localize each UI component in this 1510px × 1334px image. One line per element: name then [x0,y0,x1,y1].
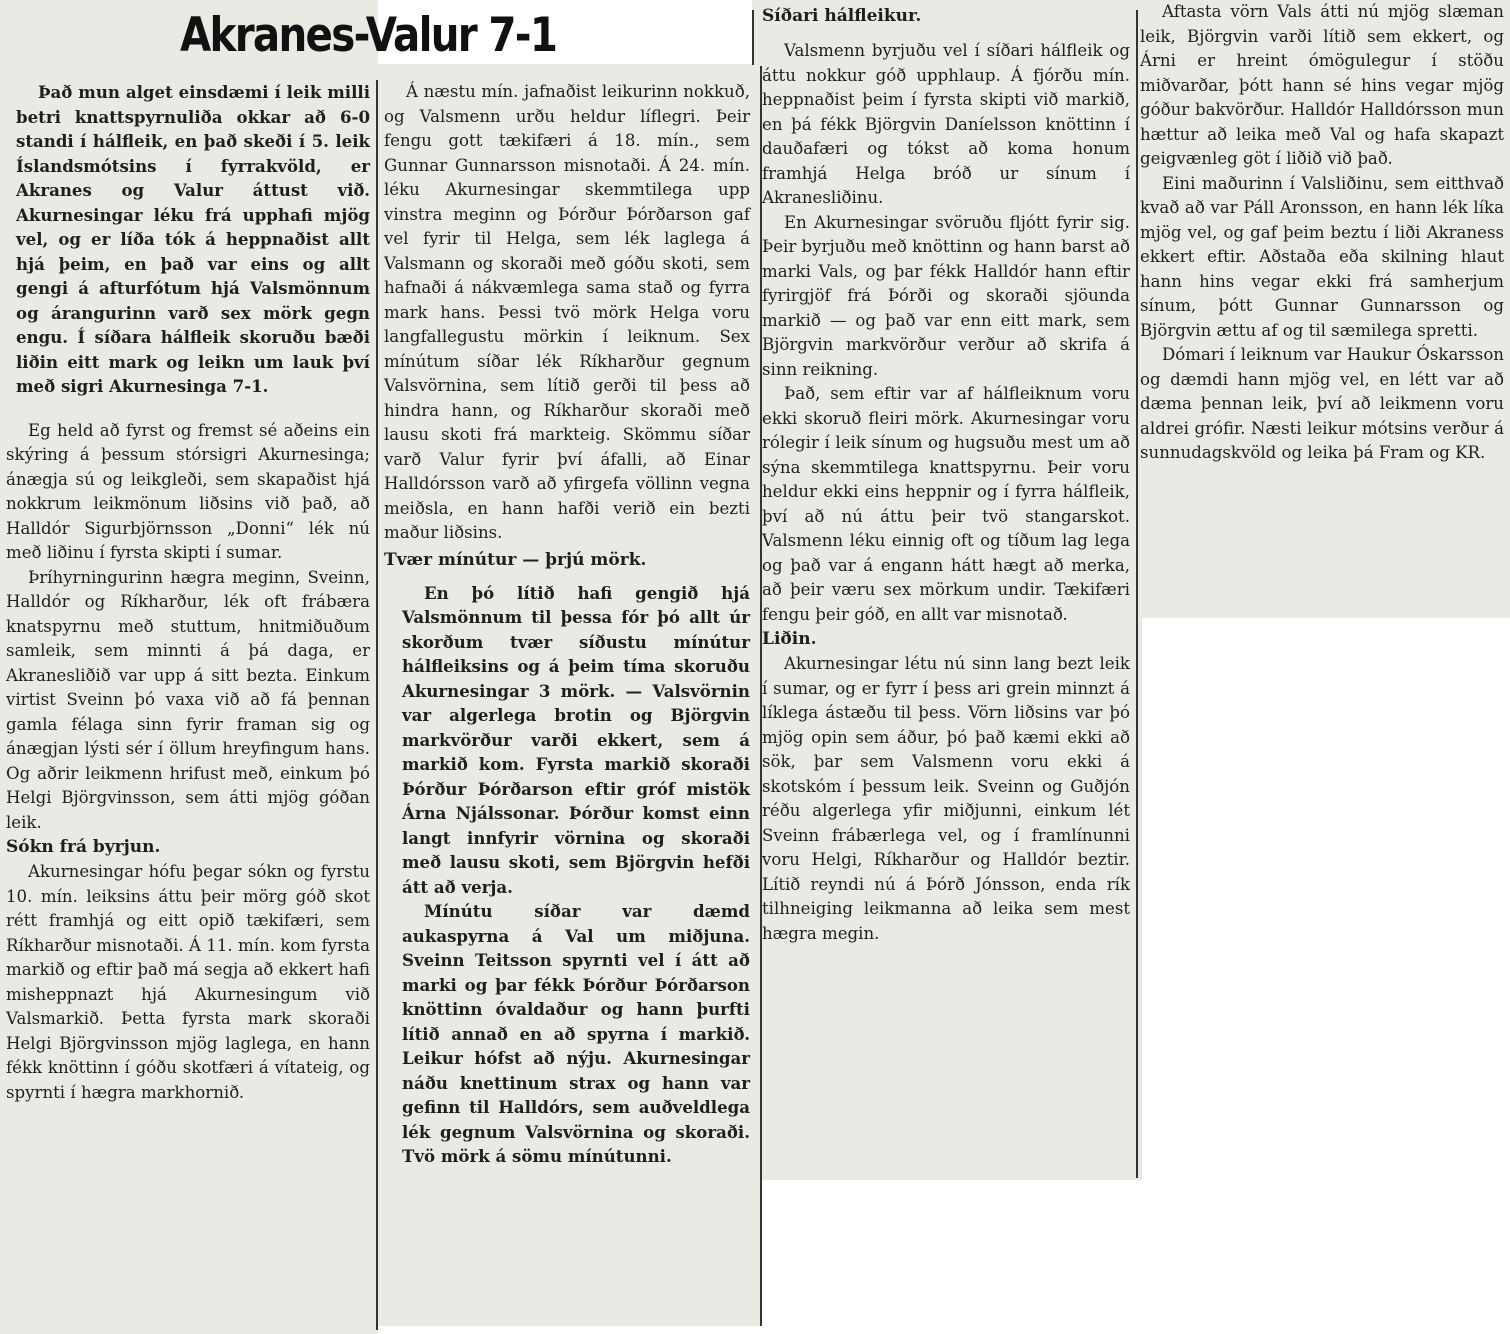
paragraph: Dómari í leiknum var Haukur Óskarsson og dæmdi hann mjög vel, en létt var að dæma þennan leik, því að leikmenn voru aldrei grófir. Næsti leikur mótsins verður á sunnudagskvöld og leika þá Fram og KR. [1140,345,1504,462]
paragraph: Mínútu síðar var dæmd aukaspyrna á Val um miðjuna. Sveinn Teitsson spyrnti vel í átt að marki og þar fékk Þórður Þórðarson knöttinn óvaldaður og hann þurfti lítið annað en að spyrna í markið. Leikur hófst að nýju. Akurnesingar náðu knettinum strax og hann var gefinn til Halldórs, sem auðveldlega lék gegnum Valsvörnina og skoraði. Tvö mörk á sömu mínútunni. [402,901,750,1166]
paragraph: En þó lítið hafi gengið hjá Valsmönnum til þessa fór þó allt úr skorðum tvær síðustu mínútur hálfleiksins og á þeim tíma skoruðu Akurnesingar 3 mörk. — Valsvörnin var algerlega brotin og Björgvin markvörður varði ekkert, sem á markið kom. Fyrsta markið skoraði Þórður Þórðarson eftir gróf mistök Árna Njálssonar. Þórður komst einn langt innfyrir vörnina og skoraði með lausu skoti, sem Björgvin hefði átt að verja. [402,582,750,897]
section-heading: Síðari hálfleikur. [762,6,922,26]
paragraph: En Akurnesingar svöruðu fljótt fyrir sig. Þeir byrjuðu með knöttinn og hann barst að marki Vals, og þar fékk Halldór hann eftir fyrirgjöf frá Þórði og skoraði sjöunda markið — og það var enn eitt mark, sem Björgvin markvörður verður að skrifa á sinn reikning. [762,212,1131,379]
paragraph: Aftasta vörn Vals átti nú mjög slæman leik, Björgvin varði lítið sem ekkert, og Árni er hreint ómögulegur í stöðu miðvarðar, þótt hann sé hins vegar mjög góður bakvörður. Halldór Halldórsson mun hættur að leika með Val og hafa skapazt geigvænleg göt í liðið við það. [1140,2,1504,168]
article-column-1 [6,80,370,1105]
article-column-2 [384,80,750,1169]
paragraph: Valsmenn byrjuðu vel í síðari hálfleik og áttu nokkur góð upphlaup. Á fjórðu mín. heppnaðist þeim í fyrsta skipti við markið, en þá fékk Björgvin Daníelsson knöttinn í dauðafæri og tókst að koma honum framhjá Helga bróð ur sínum í Akranesliðinu. [762,41,1130,207]
column-divider [1136,10,1138,1178]
article-headline: Akranes-Valur 7-1 [180,8,557,63]
column-divider [376,80,378,1330]
article-column-3 [762,4,1130,946]
section-heading: Tvær mínútur — þrjú mörk. [384,549,647,570]
column-divider [752,10,754,65]
paragraph: Á næstu mín. jafnaðist leikurinn nokkuð, og Valsmenn urðu heldur líflegri. Þeir fengu gott tækifæri á 18. mín., sem Gunnar Gunnarsson misnotaði. Á 24. mín. léku Akurnesingar skemmtilega upp vinstra meginn og Þórður Þórðarson gaf vel fyrir til Helga, sem lék laglega á Valsmann og skoraði með góðu skoti, sem hafnaði á nákvæmlega sama stað og fyrra mark hans. Þessi tvö mörk Helga voru langfallegustu mörkin í leiknum. Sex mínútum síðar lék Ríkharður gegnum Valsvörnina, sem lítið gerði til þess að hindra hann, og Ríkharður skoraði með lausu skoti frá markteig. Skömmu síðar varð Valur fyrir því áfalli, að Einar Halldórsson varð að yfirgefa völlinn vegna meiðsla, en hann hafði verið ein bezti maður liðsins. [384,82,750,542]
paragraph: Eg held að fyrst og fremst sé aðeins ein skýring á þessum stórsigri Akurnesinga; ánægja sú og leikgleði, sem skapaðist hjá nokkrum leikmönum liðsins við það, að Halldór Sigurbjörnsson „Donni“ lék nú með liðinu í fyrsta skipti í sumar. [6,420,370,562]
paragraph: Þríhyrningurinn hægra meginn, Sveinn, Halldór og Ríkharður, lék oft frábæra knatspyrnu með stuttum, hnitmiðuðum samleik, sem minnti á þá daga, er Akranesliðið var upp á sitt bezta. Einkum virtist Sveinn þó vaxa við að fá þennan gamla félaga sinn fyrir framan sig og ánægjan lýsti sér í öllum hreyfingum hans. Og aðrir leikmenn hrifust með, einkum þó Helgi Björgvinsson, sem átti mjög góðan leik. [6,567,370,832]
article-column-4 [1140,0,1504,466]
lead-paragraph: Það mun alget einsdæmi í leik milli betri knattspyrnuliða okkar að 6-0 standi í hálfleik, en það skeði í 5. leik Íslandsmótsins í fyrrakvöld, er Akranes og Valur áttust við. Akurnesingar léku frá upphafi mjög vel, og er líða tók á heppnaðist allt hjá þeim, en það var eins og allt gengi á afturfótum hjá Valsmönnum og árangurinn varð sex mörk gegn engu. Í síðara hálfleik skoruðu bæði liðin eitt mark og leikn um lauk því með sigri Akurnesinga 7-1. [16,82,370,396]
paragraph: Akurnesingar létu nú sinn lang bezt leik í sumar, og er fyrr í þess ari grein minnzt á líklega ástæðu til þess. Vörn liðsins var þó mjög opin sem áður, þó það kæmi ekki að sök, þar sem Valsmenn voru ekki á skotskóm í þessum leik. Sveinn og Guðjón réðu algerlega yfir miðjunni, einkum lét Sveinn frábærlega vel, og í framlínunni voru Helgi, Ríkharður og Halldór beztir. Lítið reyndi nú á Þórð Jónsson, enda rík tilhneiging leikmanna að leika sem mest hægra megin. [762,654,1130,943]
section-heading: Sókn frá byrjun. [6,837,161,857]
section-heading: Liðin. [762,629,817,649]
paragraph: Eini maðurinn í Valsliðinu, sem eitthvað kvað að var Páll Aronsson, en hann lék líka mjög vel, og gaf þeim beztu í liði Akraness ekkert eftir. Aðstaða eða skilning hlaut hann hins vegar ekki frá samherjum sínum, þótt Gunnar Gunnarsson og Björgvin ættu af og til sæmilega spretti. [1140,173,1504,340]
paragraph: Það, sem eftir var af hálfleiknum voru ekki skoruð fleiri mörk. Akurnesingar voru rólegir í leik sínum og hugsuðu mest um að sýna skemmtilega knattspyrnu. Þeir voru heldur ekki eins heppnir og í fyrra hálfleik, því að nú áttu þeir tvö stangarskot. Valsmenn léku einnig oft og tíðum lag lega og það var á engann hátt hægt að merka, að þeir væru sex mörkum undir. Tækifæri fengu þeir góð, en allt var misnotað. [762,384,1130,624]
paragraph: Akurnesingar hófu þegar sókn og fyrstu 10. mín. leiksins áttu þeir mörg góð skot rétt framhjá og eitt opið tækifæri, sem Ríkharður misnotaði. Á 11. mín. kom fyrsta markið og eftir það má segja að ekkert hafi misheppnazt hjá Akurnesingum við Valsmarkið. Þetta fyrsta mark skoraði Helgi Björgvinsson mjög laglega, en hann fékk knöttinn í góðu skotfæri á vítateig, og spyrnti í hægra markhornið. [6,862,370,1102]
